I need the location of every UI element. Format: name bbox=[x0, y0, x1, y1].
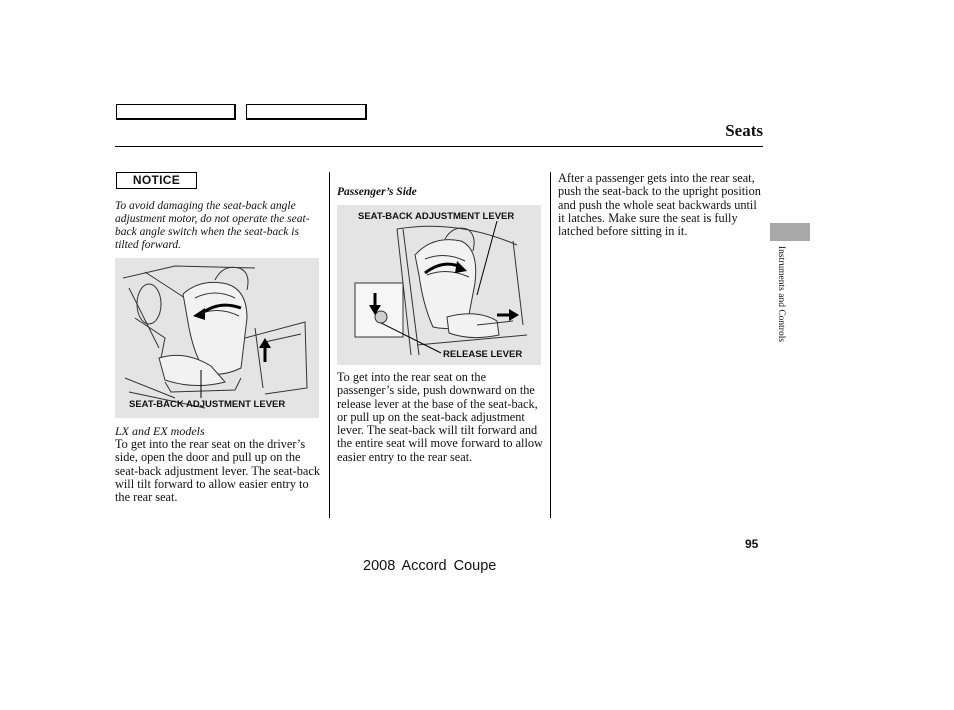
lx-ex-subheading: LX and EX models bbox=[115, 424, 205, 438]
nav-box-left[interactable] bbox=[116, 104, 236, 120]
column-divider-2 bbox=[550, 172, 551, 518]
section-tab-label: Instruments and Controls bbox=[776, 246, 786, 343]
driver-side-instructions: To get into the rear seat on the driver’s side, open the door and pull up on the seat-back adjustment lever. The seat-back will tilt forward to allow easier entry to the rear seat. bbox=[115, 437, 320, 505]
passenger-seat-lever-callout: SEAT-BACK ADJUSTMENT LEVER bbox=[358, 211, 515, 222]
column-divider-1 bbox=[329, 172, 330, 518]
header-rule bbox=[115, 146, 763, 147]
driver-seat-illustration bbox=[115, 258, 319, 418]
section-tab-marker[interactable] bbox=[770, 223, 810, 241]
driver-seat-lever-callout: SEAT-BACK ADJUSTMENT LEVER bbox=[129, 399, 286, 410]
passenger-side-instructions: To get into the rear seat on the passenger’s side, push downward on the release lever at the base of the seat-back, or pull up on the seat-back adjustment lever. The seat-back will tilt forward and the entire seat will move forward to allow easier entry to the rear seat. bbox=[337, 370, 543, 464]
notice-text: To avoid damaging the seat-back angle adjustment motor, do not operate the seat-back angle switch when the seat-back is tilted forward. bbox=[115, 200, 310, 251]
footer-title: 2008 Accord Coupe bbox=[363, 558, 497, 574]
driver-seat-drawing bbox=[115, 258, 319, 418]
passenger-side-subheading: Passenger’s Side bbox=[337, 186, 417, 198]
passenger-seat-drawing bbox=[337, 205, 541, 365]
page-number: 95 bbox=[745, 537, 759, 551]
rear-seat-latch-instructions: After a passenger gets into the rear seat, push the seat-back to the upright position and push the whole seat backwards until it latches. Make sure the seat is fully latched before sitting in it. bbox=[558, 171, 761, 239]
nav-box-right[interactable] bbox=[246, 104, 367, 120]
passenger-seat-illustration bbox=[337, 205, 541, 365]
notice-badge: NOTICE bbox=[116, 172, 197, 189]
release-lever-callout: RELEASE LEVER bbox=[443, 349, 523, 360]
section-title: Seats bbox=[725, 121, 763, 140]
